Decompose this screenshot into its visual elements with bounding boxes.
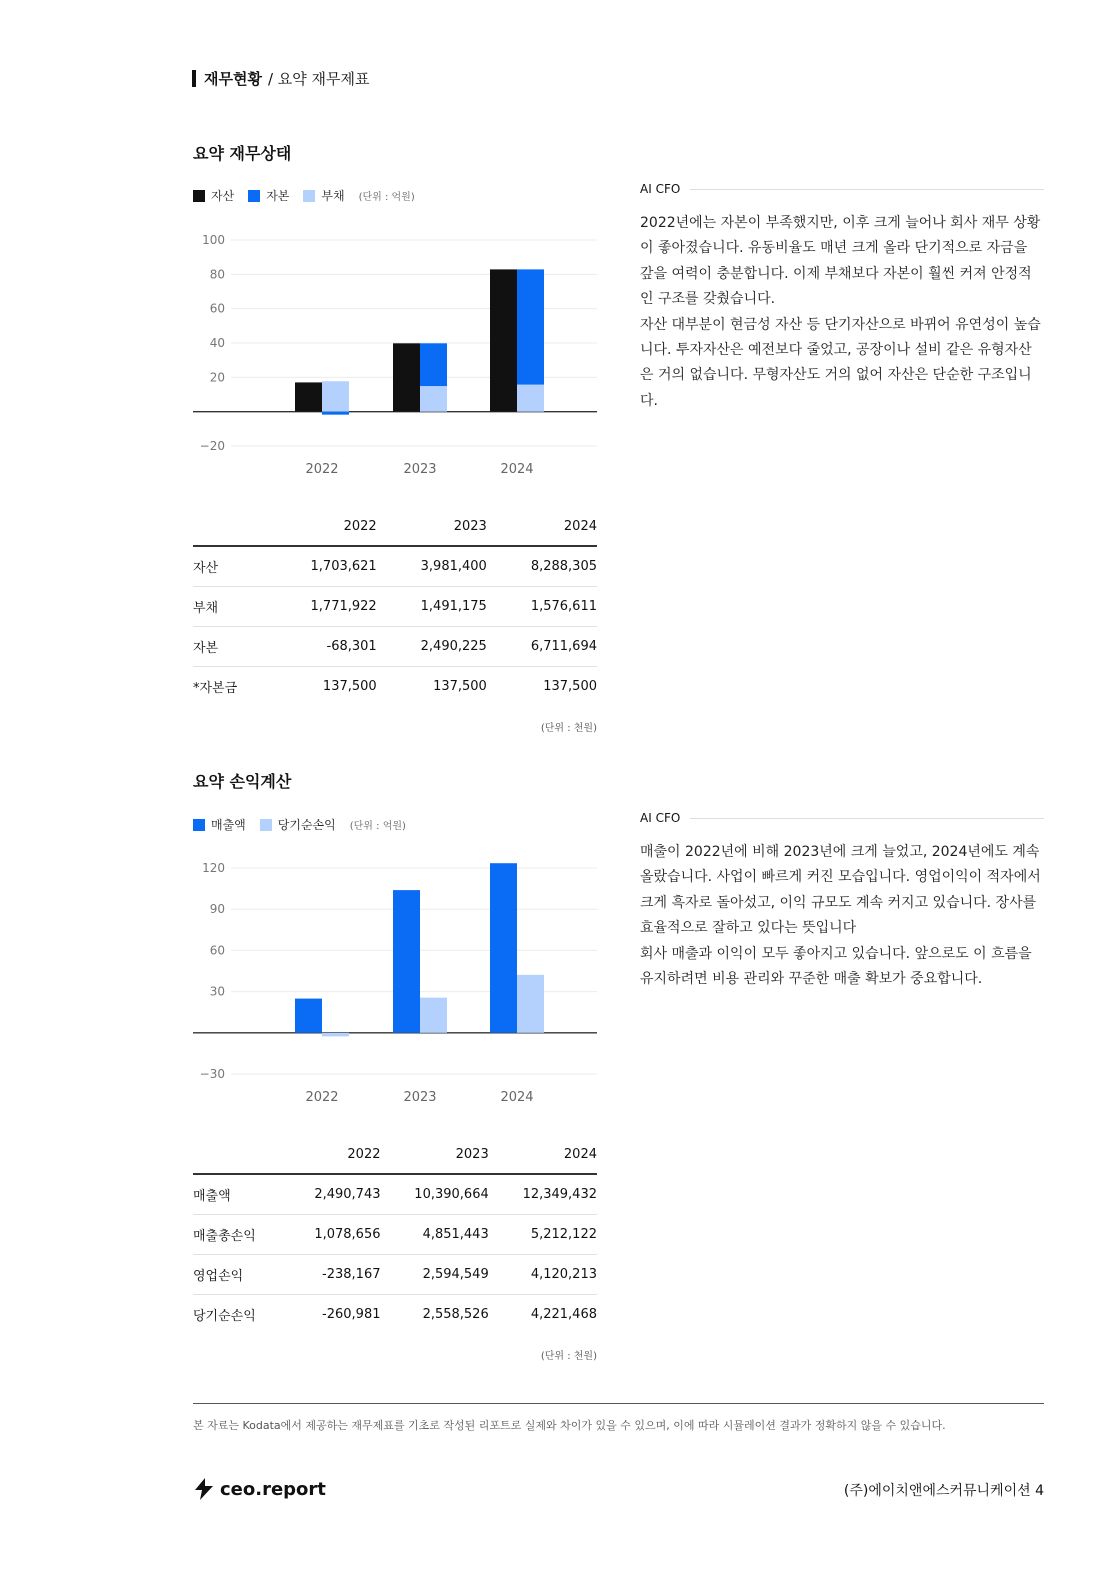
income-chart bbox=[193, 853, 597, 1113]
table-row bbox=[193, 1255, 597, 1295]
table-cell: 2,558,526 bbox=[422, 1307, 489, 1322]
row-label: 매출액 bbox=[193, 1174, 284, 1215]
bar-자산 bbox=[490, 269, 517, 411]
table-cell: 2,490,743 bbox=[284, 1174, 380, 1215]
y-tick-label: −30 bbox=[199, 1067, 225, 1081]
legend-swatch bbox=[303, 190, 315, 202]
legend-label: 매출액 bbox=[211, 818, 246, 832]
legend-swatch bbox=[248, 190, 260, 202]
bar-자본 bbox=[420, 343, 447, 386]
table-cell: 1,491,175 bbox=[377, 587, 487, 627]
bar-당기순손익 bbox=[420, 998, 447, 1033]
table-row bbox=[193, 546, 597, 587]
logo-icon bbox=[193, 1477, 215, 1501]
ai-cfo-header bbox=[640, 182, 1044, 196]
bar-부채 bbox=[322, 381, 349, 411]
table-col-header: 2023 bbox=[381, 1135, 489, 1174]
x-tick-label: 2022 bbox=[305, 462, 339, 477]
legend-item-net-income bbox=[260, 816, 336, 833]
divider bbox=[690, 189, 1044, 190]
row-label: 자산 bbox=[193, 546, 267, 587]
table-cell: 6,711,694 bbox=[487, 627, 597, 667]
legend-item-liabilities bbox=[303, 187, 344, 204]
table-row bbox=[193, 1215, 597, 1255]
table-cell: 137,500 bbox=[322, 679, 377, 694]
header-subsection: / 요약 재무제표 bbox=[267, 70, 370, 88]
table-unit: (단위 : 천원) bbox=[540, 723, 597, 734]
table-header-row bbox=[193, 1135, 597, 1174]
table-col-header: 2024 bbox=[487, 507, 597, 546]
table-row bbox=[193, 587, 597, 627]
table-row bbox=[193, 1295, 597, 1335]
legend-label: 당기순손익 bbox=[277, 818, 336, 832]
y-tick-label: −20 bbox=[199, 439, 225, 453]
legend-item-assets bbox=[193, 187, 234, 204]
table-cell: 1,771,922 bbox=[267, 587, 377, 627]
cfo-paragraph: 매출이 2022년에 비해 2023년에 크게 늘었고, 2024년에도 계속 올랐습니다. 사업이 빠르게 커진 모습입니다. 영업이익이 적자에서 크게 흑자로 돌아섰고, 이익 규모도 계속 커지고 있습니다. 장사를 효율적으로 잘하고 있다는 뜻입니다 bbox=[640, 844, 1041, 937]
cfo-paragraph: 2022년에는 자본이 부족했지만, 이후 크게 늘어나 회사 재무 상황이 좋아졌습니다. 유동비율도 매년 크게 올라 단기적으로 자금을 갚을 여력이 충분합니다. 이제 부채보다 자본이 훨씬 커져 안정적인 구조를 갖췄습니다. bbox=[640, 215, 1041, 308]
table-cell: 1,703,621 bbox=[267, 546, 377, 587]
cfo-paragraph: 회사 매출과 이익이 모두 좋아지고 있습니다. 앞으로도 이 흐름을 유지하려면 비용 관리와 꾸준한 매출 확보가 중요합니다. bbox=[640, 945, 1032, 988]
y-tick-label: 20 bbox=[209, 370, 225, 385]
legend-swatch bbox=[260, 819, 272, 831]
bar-당기순손익 bbox=[322, 1033, 349, 1037]
table-corner bbox=[193, 507, 267, 546]
x-tick-label: 2024 bbox=[500, 462, 534, 477]
table-cell: 5,212,122 bbox=[489, 1215, 597, 1255]
ai-cfo-label: AI CFO bbox=[640, 811, 681, 825]
table-cell: 4,120,213 bbox=[489, 1255, 597, 1295]
logo-text: ceo.report bbox=[220, 1478, 326, 1500]
table-cell: -238,167 bbox=[284, 1255, 380, 1295]
bar-부채 bbox=[420, 386, 447, 412]
x-tick-label: 2023 bbox=[403, 1090, 437, 1105]
divider bbox=[690, 818, 1044, 819]
table-cell: -68,301 bbox=[267, 627, 377, 667]
ai-cfo-label: AI CFO bbox=[640, 182, 681, 196]
row-label: 당기순손익 bbox=[193, 1309, 256, 1324]
legend-label: 자산 bbox=[211, 189, 235, 203]
y-tick-label: 60 bbox=[209, 943, 225, 958]
table-cell: -260,981 bbox=[322, 1307, 381, 1322]
row-label: 매출총손익 bbox=[193, 1215, 284, 1255]
row-label: 부채 bbox=[193, 587, 267, 627]
table-cell: 3,981,400 bbox=[377, 546, 487, 587]
ai-cfo-commentary bbox=[640, 211, 1044, 414]
header-section: 재무현황 bbox=[204, 70, 262, 88]
row-label: 자본 bbox=[193, 627, 267, 667]
bar-당기순손익 bbox=[517, 975, 544, 1033]
bar-자산 bbox=[295, 382, 322, 411]
table-row bbox=[193, 627, 597, 667]
legend-label: 자본 bbox=[266, 189, 290, 203]
table-cell: 137,500 bbox=[543, 679, 597, 694]
income-legend bbox=[193, 816, 406, 833]
table-cell: 4,851,443 bbox=[381, 1215, 489, 1255]
income-title: 요약 손익계산 bbox=[193, 772, 292, 791]
legend-swatch bbox=[193, 819, 205, 831]
table-cell: 12,349,432 bbox=[489, 1174, 597, 1215]
y-tick-label: 100 bbox=[202, 233, 225, 247]
bar-매출액 bbox=[393, 890, 420, 1033]
header-bar bbox=[192, 70, 196, 87]
y-tick-label: 90 bbox=[209, 902, 225, 917]
bar-매출액 bbox=[490, 863, 517, 1033]
x-tick-label: 2022 bbox=[305, 1090, 339, 1105]
y-tick-label: 120 bbox=[202, 861, 225, 875]
balance-chart bbox=[193, 225, 597, 485]
row-label: 영업손익 bbox=[193, 1255, 284, 1295]
chart-unit: (단위 : 억원) bbox=[349, 821, 406, 832]
y-tick-label: 40 bbox=[209, 336, 225, 350]
income-table bbox=[193, 1135, 597, 1334]
legend-swatch bbox=[193, 190, 205, 202]
y-tick-label: 30 bbox=[209, 984, 225, 999]
table-cell: 2,594,549 bbox=[381, 1255, 489, 1295]
ai-cfo-header bbox=[640, 811, 1044, 825]
table-cell: 137,500 bbox=[433, 679, 487, 694]
x-tick-label: 2024 bbox=[500, 1090, 534, 1105]
legend-label: 부채 bbox=[321, 189, 345, 203]
row-label: *자본금 bbox=[193, 681, 238, 696]
table-col-header: 2024 bbox=[489, 1135, 597, 1174]
table-cell: 8,288,305 bbox=[487, 546, 597, 587]
table-unit: (단위 : 천원) bbox=[540, 1351, 597, 1362]
y-tick-label: 60 bbox=[209, 301, 225, 316]
bar-자본 bbox=[517, 269, 544, 384]
legend-item-revenue bbox=[193, 816, 246, 833]
company-page-number: (주)에이치앤에스커뮤니케이션 4 bbox=[843, 1483, 1044, 1499]
table-col-header: 2023 bbox=[377, 507, 487, 546]
disclaimer: 본 자료는 Kodata에서 제공하는 재무제표를 기초로 작성된 리포트로 실제와 차이가 있을 수 있으며, 이에 따라 시뮬레이션 결과가 정확하지 않을 수 있습니다. bbox=[193, 1419, 946, 1432]
y-tick-label: 80 bbox=[209, 267, 225, 282]
table-col-header: 2022 bbox=[284, 1135, 380, 1174]
table-row bbox=[193, 667, 597, 707]
balance-table bbox=[193, 507, 597, 706]
bar-부채 bbox=[517, 385, 544, 412]
balance-legend bbox=[193, 187, 415, 204]
ai-cfo-commentary bbox=[640, 840, 1044, 992]
bar-자산 bbox=[393, 343, 420, 411]
brand-logo bbox=[193, 1477, 326, 1501]
table-cell: 1,576,611 bbox=[487, 587, 597, 627]
bar-자본 bbox=[322, 412, 349, 415]
cfo-paragraph: 자산 대부분이 현금성 자산 등 단기자산으로 바뀌어 유연성이 높습니다. 투자자산은 예전보다 줄었고, 공장이나 설비 같은 유형자산은 거의 없습니다. 무형자산도 거의 없어 자산은 단순한 구조입니다. bbox=[640, 316, 1041, 409]
x-tick-label: 2023 bbox=[403, 462, 437, 477]
balance-title: 요약 재무상태 bbox=[193, 144, 292, 163]
table-cell: 4,221,468 bbox=[530, 1307, 597, 1322]
page-header bbox=[192, 68, 370, 89]
legend-item-equity bbox=[248, 187, 289, 204]
table-cell: 1,078,656 bbox=[284, 1215, 380, 1255]
chart-unit: (단위 : 억원) bbox=[358, 192, 415, 203]
table-row bbox=[193, 1174, 597, 1215]
table-col-header: 2022 bbox=[267, 507, 377, 546]
table-header-row bbox=[193, 507, 597, 546]
table-corner bbox=[193, 1135, 284, 1174]
bar-매출액 bbox=[295, 999, 322, 1033]
table-cell: 2,490,225 bbox=[377, 627, 487, 667]
table-cell: 10,390,664 bbox=[381, 1174, 489, 1215]
footer-divider bbox=[193, 1403, 1044, 1404]
